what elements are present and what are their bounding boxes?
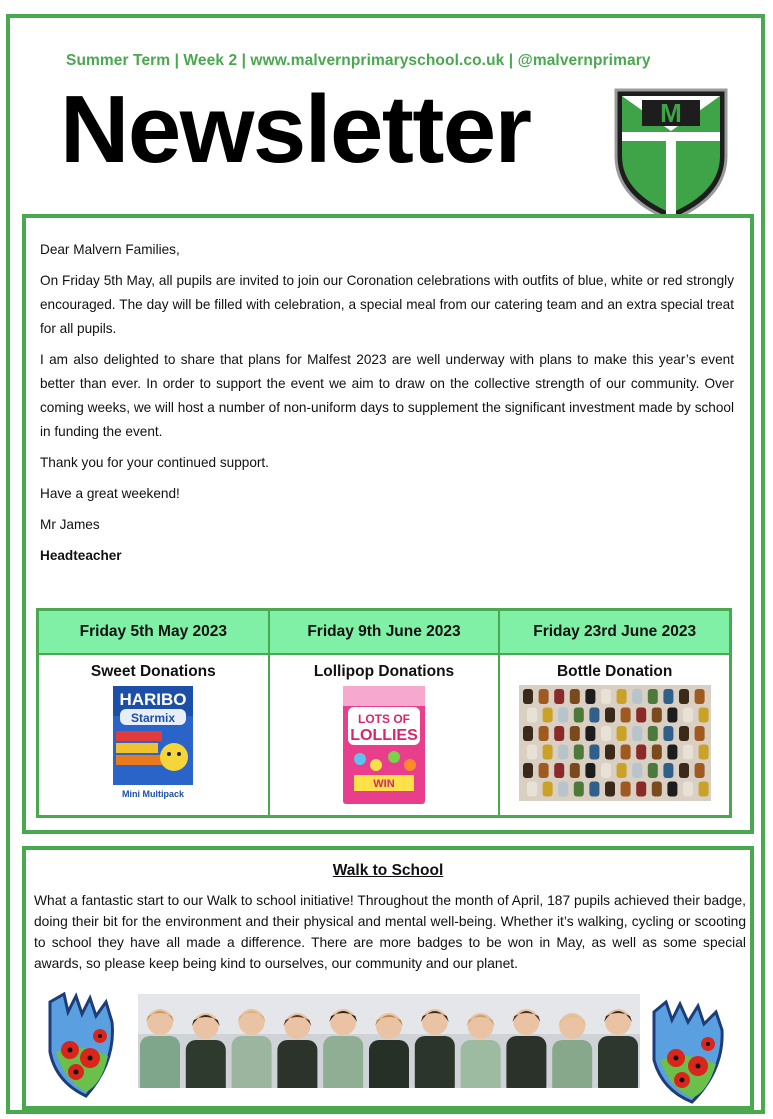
bottle-shape	[620, 745, 630, 760]
bottle-shape	[683, 708, 693, 723]
bottle-shape	[647, 689, 657, 704]
bottle-shape	[569, 689, 579, 704]
page-title: Newsletter	[60, 76, 531, 183]
bottle-shape	[620, 708, 630, 723]
pupil-body	[186, 1040, 226, 1088]
event-label: Sweet Donations	[90, 663, 216, 680]
bottle-shape	[663, 763, 673, 778]
lots-of-lollies-image	[342, 685, 426, 805]
pack-footer-text: WIN	[373, 778, 395, 790]
bottle-shape	[663, 726, 673, 741]
pupil-body	[598, 1036, 638, 1088]
bottle-shape	[620, 782, 630, 797]
event-cell-bottles	[499, 654, 730, 816]
bottle-shape	[679, 763, 689, 778]
letter-paragraph: Thank you for your continued support.	[40, 455, 269, 470]
event-date-header: Friday 5th May 2023	[38, 610, 269, 654]
bottle-shape	[605, 782, 615, 797]
pupil-body	[232, 1036, 272, 1088]
bottles-image	[519, 685, 711, 801]
bottle-shape	[589, 708, 599, 723]
bottle-shape	[636, 782, 646, 797]
event-cell-sweets	[38, 654, 269, 816]
bottle-shape	[569, 726, 579, 741]
bottle-shape	[573, 782, 583, 797]
bottle-shape	[694, 763, 704, 778]
pupil-body	[323, 1036, 363, 1088]
bottle-shape	[527, 745, 537, 760]
pack-line2-text: LOLLIES	[350, 727, 418, 744]
bottle-shape	[569, 763, 579, 778]
bottle-shape	[601, 763, 611, 778]
bottle-shape	[632, 763, 642, 778]
letter-paragraph: I am also delighted to share that plans for Malfest 2023 are well underway with plans to make this year’s event better than ever. In order to support the event we aim to draw on the collective strength of our community. Over coming weeks, we will host a number of non-uniform days to supplement the significant investment made by school in funding the event.	[40, 352, 734, 439]
walk-to-school-box	[22, 846, 754, 1110]
bottle-shape	[554, 726, 564, 741]
bottle-shape	[651, 708, 661, 723]
walk-section-title: Walk to School	[332, 862, 444, 879]
bottle-shape	[542, 745, 552, 760]
bottle-shape	[554, 763, 564, 778]
pupil-body	[140, 1036, 180, 1088]
bottle-shape	[667, 782, 677, 797]
walk-badge-poppy-right	[650, 998, 726, 1106]
haribo-starmix-image	[112, 685, 194, 803]
bottle-shape	[663, 689, 673, 704]
bottle-shape	[647, 726, 657, 741]
pupils-group-photo	[138, 994, 640, 1088]
bottle-shape	[683, 782, 693, 797]
bottle-shape	[558, 782, 568, 797]
bottle-shape	[698, 745, 708, 760]
event-label: Bottle Donation	[556, 663, 673, 680]
event-date-header: Friday 9th June 2023	[269, 610, 500, 654]
bottle-shape	[538, 689, 548, 704]
bottle-shape	[605, 745, 615, 760]
bottle-shape	[698, 708, 708, 723]
bottle-shape	[616, 763, 626, 778]
newsletter-page	[6, 14, 765, 1114]
bottle-shape	[683, 745, 693, 760]
pupil-body	[277, 1040, 317, 1088]
pupil-body	[506, 1036, 546, 1088]
pupil-body	[369, 1040, 409, 1088]
bottle-shape	[636, 745, 646, 760]
signature-name: Mr James	[40, 517, 100, 532]
walk-section-text: What a fantastic start to our Walk to school initiative! Throughout the month of April, 187 pupils achieved their badge, doing their bit for the environment and their physical and mental well-being. Whether it’s walking, cycling or scooting to school they have all made a difference. There are more badges to be won in May, as well as some special awards, so please keep being kind to ourselves, our community and our planet.	[34, 893, 746, 971]
letter-greeting: Dear Malvern Families,	[40, 242, 180, 257]
bottle-shape	[679, 689, 689, 704]
bottle-shape	[632, 726, 642, 741]
pupil-body	[415, 1036, 455, 1088]
bottle-shape	[601, 726, 611, 741]
donation-days-table	[36, 608, 732, 818]
bottle-shape	[542, 708, 552, 723]
bottle-shape	[573, 708, 583, 723]
bottle-shape	[679, 726, 689, 741]
bottle-shape	[651, 745, 661, 760]
headteacher-letter-box	[22, 214, 754, 834]
bottle-shape	[538, 763, 548, 778]
bottle-shape	[523, 763, 533, 778]
bottle-shape	[616, 689, 626, 704]
pack-name-text: Starmix	[131, 711, 176, 725]
signature-title: Headteacher	[40, 548, 122, 563]
pack-footer-text: Mini Multipack	[122, 789, 185, 799]
bottle-shape	[585, 763, 595, 778]
bottle-shape	[558, 745, 568, 760]
bottle-shape	[651, 782, 661, 797]
bottle-shape	[667, 708, 677, 723]
event-date-header: Friday 23rd June 2023	[499, 610, 730, 654]
bottle-shape	[527, 782, 537, 797]
bottle-shape	[538, 726, 548, 741]
bottle-shape	[558, 708, 568, 723]
bottle-shape	[554, 689, 564, 704]
pack-line1-text: LOTS OF	[357, 712, 410, 726]
bottle-shape	[573, 745, 583, 760]
bottle-shape	[601, 689, 611, 704]
pupil-body	[552, 1040, 592, 1088]
bottle-shape	[636, 708, 646, 723]
letter-paragraph: On Friday 5th May, all pupils are invited to join our Coronation celebrations with outfits of blue, white or red strongly encouraged. The day will be filled with celebration, a special meal from our catering team and an extra special treat for all pupils.	[40, 273, 734, 336]
walk-badge-poppy-left	[46, 992, 118, 1100]
header-info-line: Summer Term | Week 2 | www.malvernprimaryschool.co.uk | @malvernprimary	[66, 52, 651, 69]
bottle-shape	[589, 782, 599, 797]
school-crest-logo	[612, 86, 730, 224]
bottle-shape	[523, 689, 533, 704]
pack-brand-text: HARIBO	[119, 690, 187, 709]
bottle-shape	[698, 782, 708, 797]
bottle-shape	[585, 689, 595, 704]
bottle-shape	[667, 745, 677, 760]
crest-letter: M	[660, 98, 682, 128]
event-label: Lollipop Donations	[313, 663, 455, 680]
bottle-shape	[527, 708, 537, 723]
event-cell-lollipops	[269, 654, 500, 816]
bottle-shape	[523, 726, 533, 741]
bottle-shape	[694, 726, 704, 741]
pupil-body	[461, 1040, 501, 1088]
bottle-shape	[585, 726, 595, 741]
bottle-shape	[605, 708, 615, 723]
letter-body	[40, 238, 734, 575]
bottle-shape	[632, 689, 642, 704]
bottle-shape	[647, 763, 657, 778]
bottle-shape	[694, 689, 704, 704]
bottle-shape	[589, 745, 599, 760]
letter-paragraph: Have a great weekend!	[40, 486, 180, 501]
bottle-shape	[616, 726, 626, 741]
bottle-shape	[542, 782, 552, 797]
